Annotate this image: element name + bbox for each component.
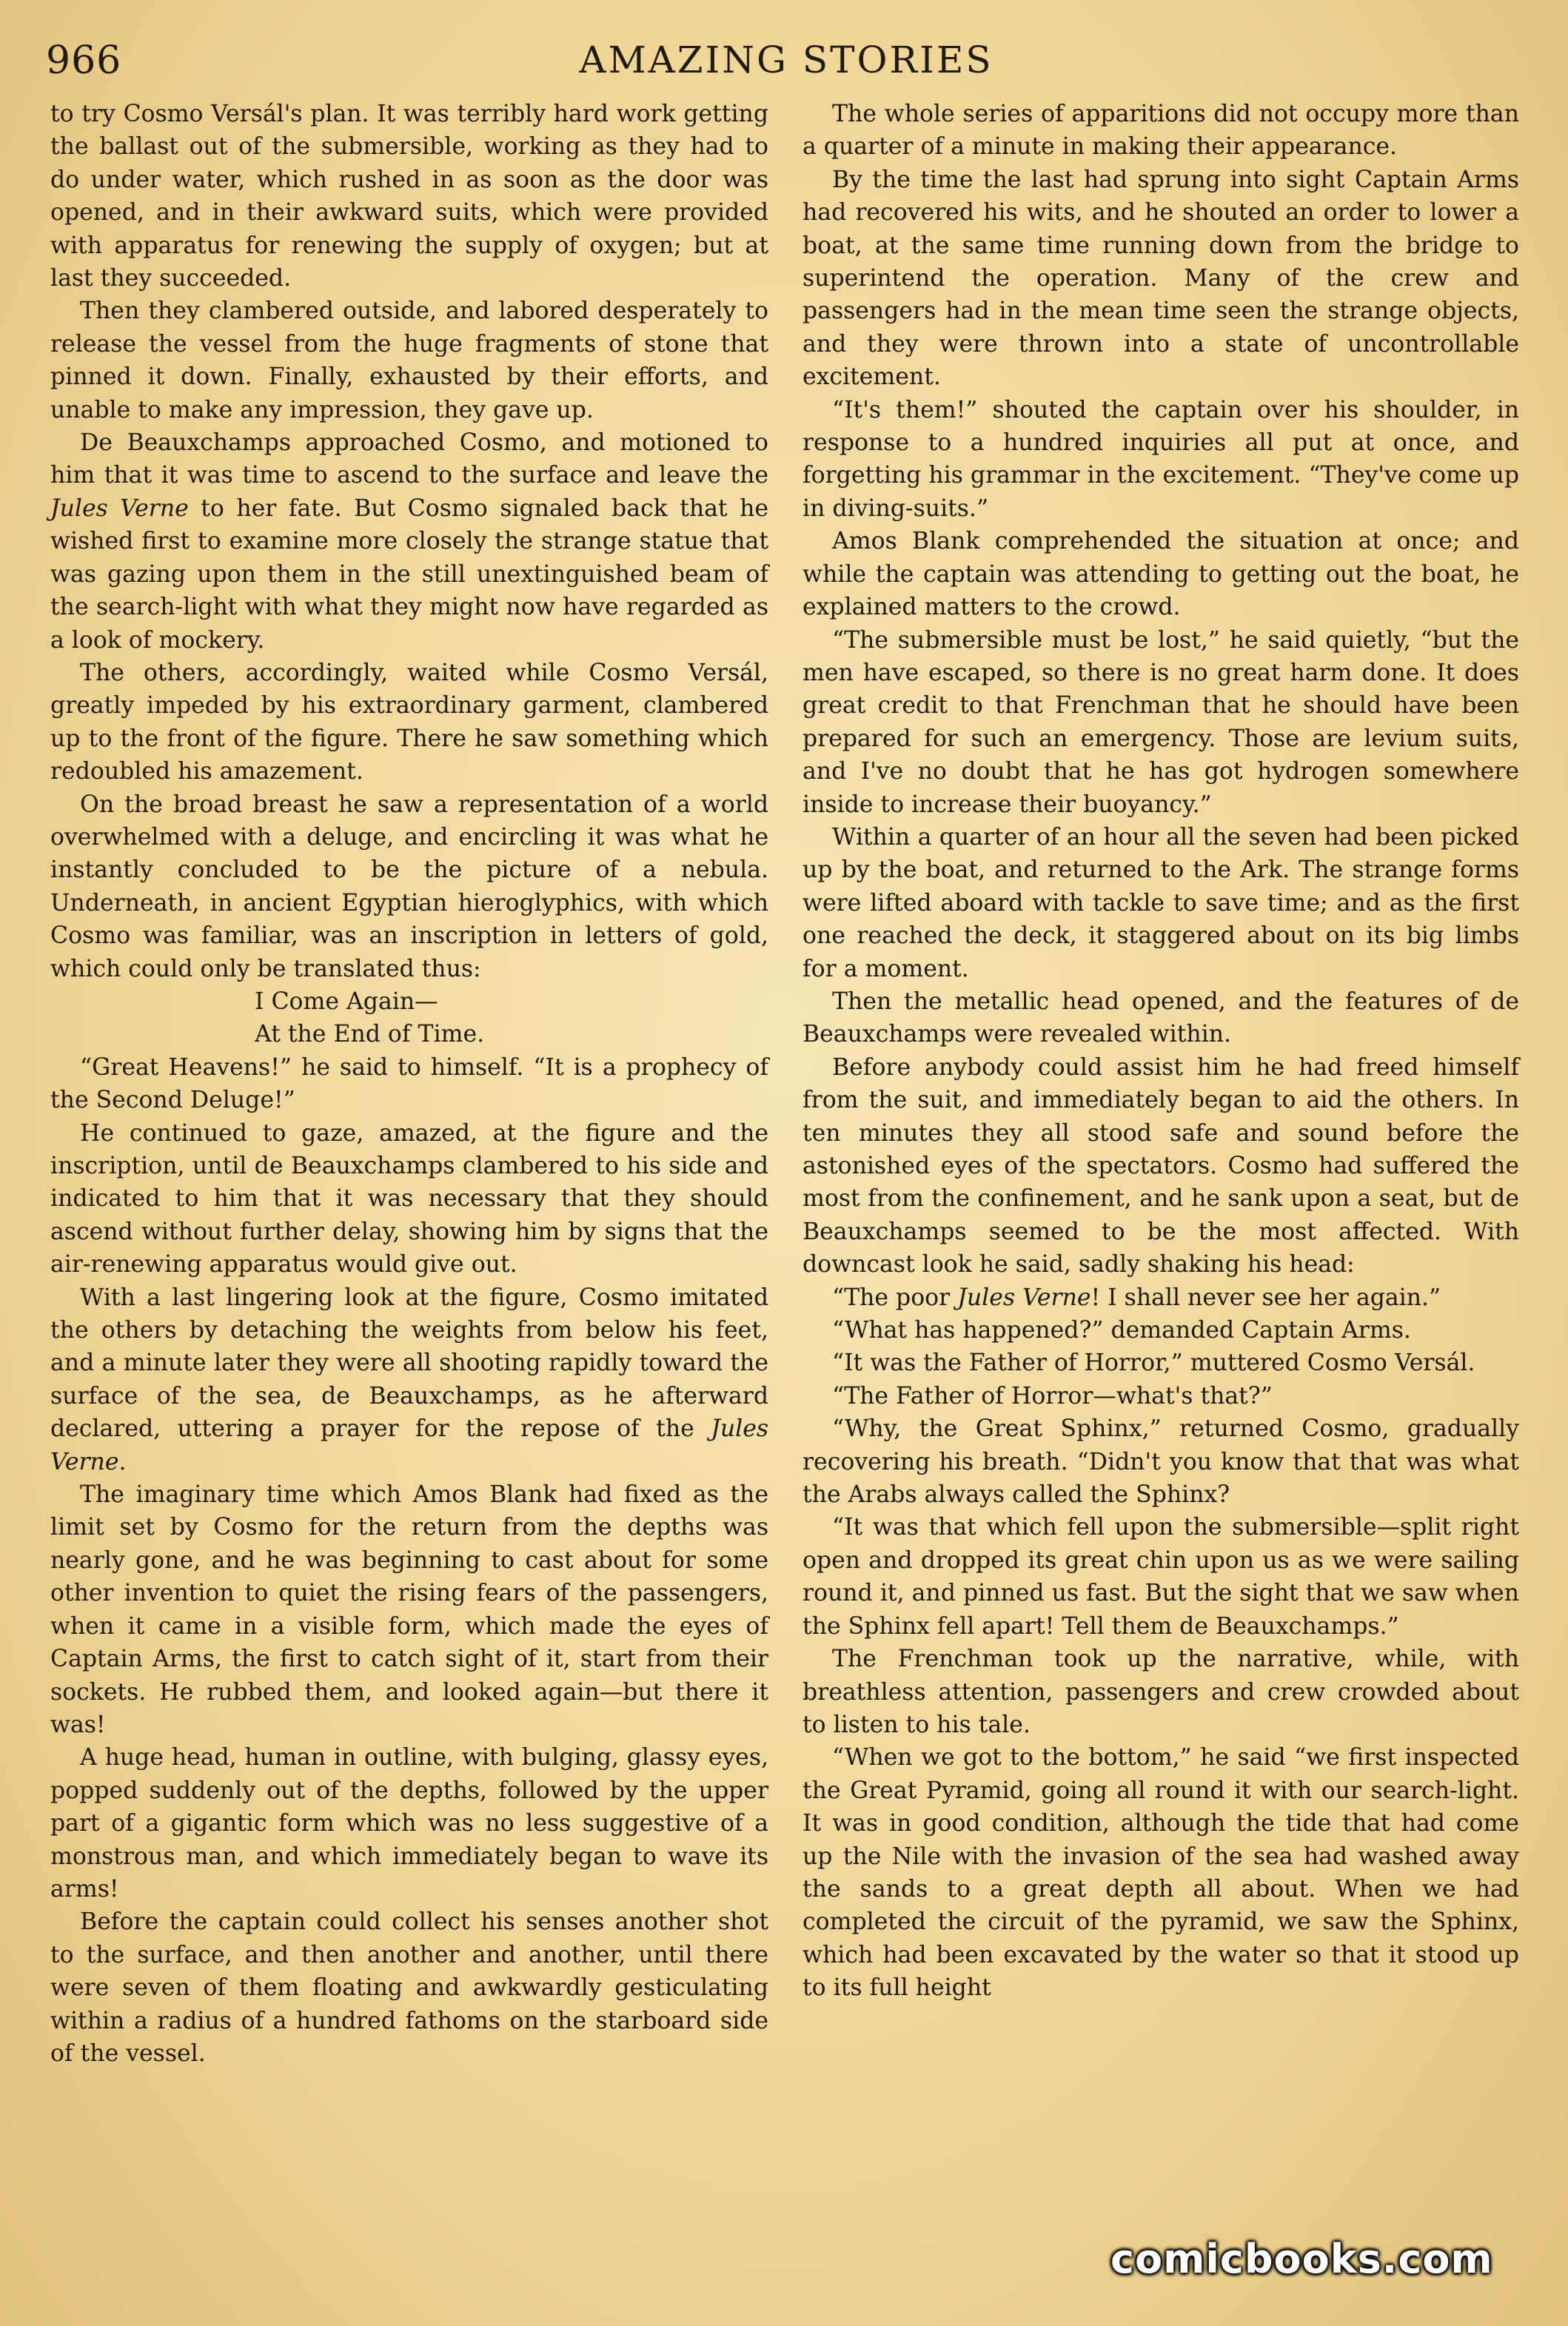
inscription [50, 985, 768, 1051]
watermark: comicbooks.com [1110, 2236, 1493, 2282]
paragraph: Then the metallic head opened, and the features of de Beauxchamps were revealed within. [803, 988, 1519, 1048]
paragraph: “It was that which fell upon the submersible—split right open and dropped its great chin upon us as we were sailing round it, and pinned us fast. But the sight that we saw when the Sphinx fell apart! Tell them de Beauxchamps.” [803, 1514, 1519, 1640]
paragraph: Then they clambered outside, and labored desperately to release the vessel from the huge fragments of stone that pinned it down. Finally, exhausted by their efforts, and unable to make any impression, they gave up. [50, 298, 768, 423]
inscription-line: I Come Again— [255, 988, 438, 1015]
paragraph: The whole series of apparitions did not occupy more than a quarter of a minute in making their appearance. [803, 101, 1519, 161]
paragraph: On the broad breast he saw a representation of a world overwhelmed with a deluge, and encircling it was what he instantly concluded to be the picture of a nebula. Underneath, in ancient Egyptian hieroglyphics, with which Cosmo was familiar, was an inscription in letters of gold, which could only be translated thus: [50, 791, 768, 982]
paragraph: “The poor Jules Verne! I shall never see her again.” [832, 1284, 1441, 1311]
paragraph: Before anybody could assist him he had freed himself from the suit, and immediately began to aid the others. In ten minutes they all stood safe and sound before the astonished eyes of the spectators. Cosmo had suffered the most from the confinement, and he sank upon a seat, but de Beauxchamps seemed to be the most affected. With downcast look he said, sadly shaking his head: [803, 1053, 1519, 1278]
paragraph: The Frenchman took up the narrative, while, with breathless attention, passengers and crew crowded about to listen to his tale. [803, 1646, 1519, 1738]
paragraph: Amos Blank comprehended the situation at once; and while the captain was attending to getting out the boat, he explained matters to the crowd. [803, 528, 1519, 621]
paragraph: “It was the Father of Horror,” muttered Cosmo Versál. [832, 1350, 1475, 1377]
paragraph: “When we got to the bottom,” he said “we first inspected the Great Pyramid, going all round it with our search-light. It was in good condition, although the tide that had come up the Nile with the invasion of the sea had washed away the sands to a great depth all about. When we had completed the circuit of the pyramid, we saw the Sphinx, which had been excavated by the water so that it stood up to its full height [803, 1744, 1519, 2002]
paragraph: The others, accordingly, waited while Cosmo Versál, greatly impeded by his extraordinary garment, clambered up to the front of the figure. There he saw something which redoubled his amazement. [50, 659, 768, 785]
paragraph: “Great Heavens!” he said to himself. “It is a prophecy of the Second Deluge!” [50, 1053, 768, 1114]
paragraph: to try Cosmo Versál's plan. It was terribly hard work getting the ballast out of the submersible, working as they had to do under water, which rushed in as soon as the door was opened, and in their awkward suits, which were provided with apparatus for renewing the supply of oxygen; but at last they succeeded. [50, 101, 768, 292]
running-title: AMAZING STORIES [579, 38, 994, 81]
inscription-line: At the End of Time. [255, 1021, 485, 1048]
page-number: 966 [46, 38, 122, 83]
page-header [46, 38, 1527, 90]
paragraph: De Beauxchamps approached Cosmo, and motioned to him that it was time to ascend to the surface and leave the Jules Verne to her fate. But Cosmo signaled back that he wished first to examine more closely the strange statue that was gazing upon them in the still unextinguished beam of the search-light with what they might now have regarded as a look of mockery. [50, 429, 769, 654]
paragraph: Within a quarter of an hour all the seven had been picked up by the boat, and returned to the Ark. The strange forms were lifted aboard with tackle to save time; and as the first one reached the deck, it staggered about on its big limbs for a moment. [803, 823, 1519, 982]
paragraph: “It's them!” shouted the captain over his shoulder, in response to a hundred inquiries all put at once, and forgetting his grammar in the excitement. “They've come up in diving-suits.” [803, 396, 1519, 522]
paragraph: “What has happened?” demanded Captain Arms. [832, 1317, 1411, 1344]
paragraph: Before the captain could collect his senses another shot to the surface, and then another and another, until there were seven of them floating and awkwardly gesticulating within a radius of a hundred fathoms on the starboard side of the vessel. [50, 1908, 768, 2067]
paragraph: By the time the last had sprung into sight Captain Arms had recovered his wits, and he shouted an order to lower a boat, at the same time running down from the bridge to superintend the operation. Many of the crew and passengers had in the mean time seen the strange objects, and they were thrown into a state of uncontrollable excitement. [803, 166, 1519, 391]
right-column [803, 98, 1519, 2005]
paragraph: “Why, the Great Sphinx,” returned Cosmo, gradually recovering his breath. “Didn't you know that that was what the Arabs always called the Sphinx? [803, 1415, 1519, 1509]
paragraph: “The submersible must be lost,” he said quietly, “but the men have escaped, so there is no great harm done. It does great credit to that Frenchman that he should have been prepared for such an emergency. Those are levium suits, and I've no doubt that he has got hydrogen somewhere inside to increase their buoyancy.” [803, 626, 1519, 818]
paragraph: With a last lingering look at the figure, Cosmo imitated the others by detaching the weights from below his feet, and a minute later they were all shooting rapidly toward the surface of the sea, de Beauxchamps, as he afterward declared, uttering a prayer for the repose of the Jules Verne. [50, 1284, 768, 1475]
paragraph: A huge head, human in outline, with bulging, glassy eyes, popped suddenly out of the depths, followed by the upper part of a gigantic form which was no less suggestive of a monstrous man, and which immediately began to wave its arms! [50, 1744, 768, 1903]
paragraph: “The Father of Horror—what's that?” [832, 1382, 1273, 1410]
paragraph: He continued to gaze, amazed, at the figure and the inscription, until de Beauxchamps clambered to his side and indicated to him that it was necessary that they should ascend without further delay, showing him by signs that the air-renewing apparatus would give out. [50, 1119, 768, 1278]
left-column [50, 98, 768, 2070]
paragraph: The imaginary time which Amos Blank had fixed as the limit set by Cosmo for the return from the depths was nearly gone, and he was beginning to cast about for some other invention to quiet the rising fears of the passengers, when it came in a visible form, which made the eyes of Captain Arms, the first to catch sight of it, start from their sockets. He rubbed them, and looked again—but there it was! [50, 1481, 768, 1738]
